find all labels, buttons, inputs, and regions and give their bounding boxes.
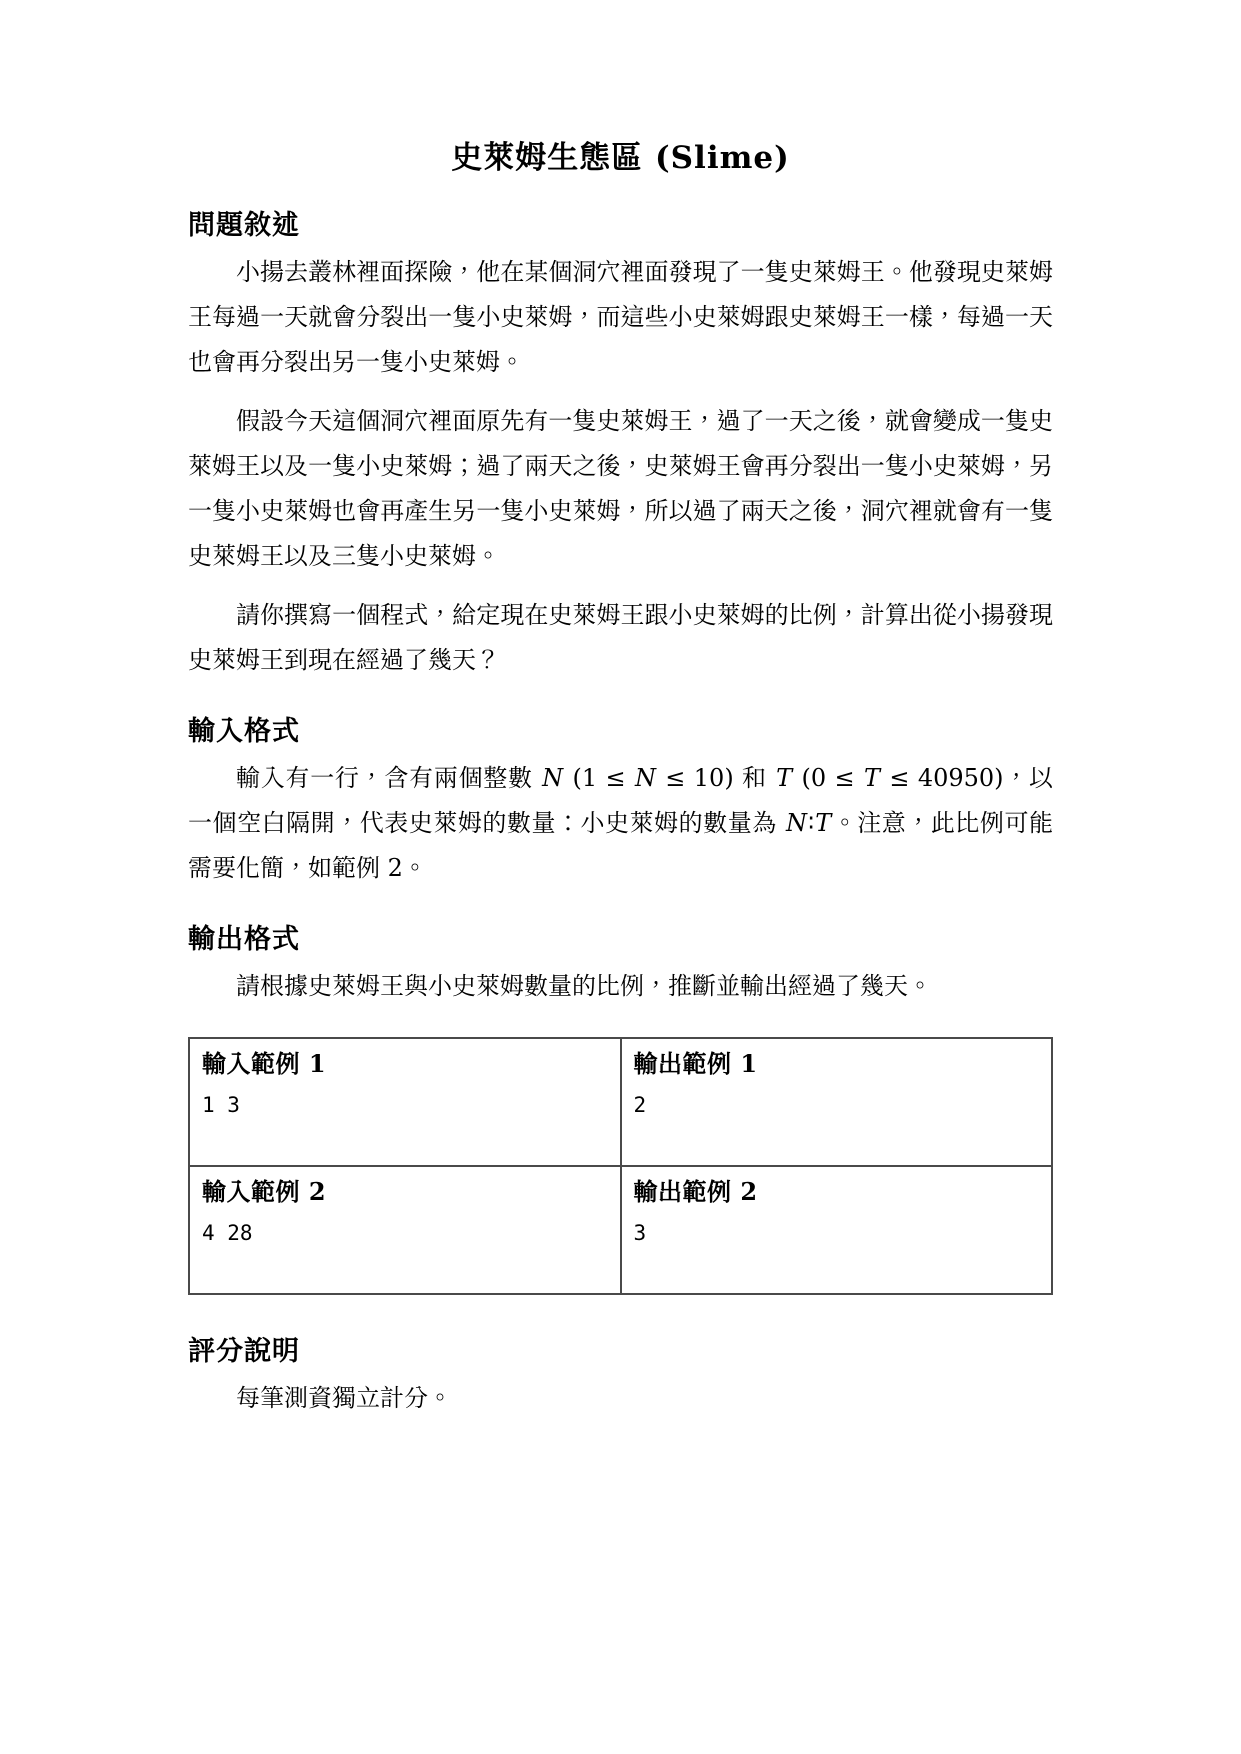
example-2-output-value: 3 <box>633 1221 647 1245</box>
example-1-input-value: 1 3 <box>202 1093 240 1117</box>
example-1-input-label: 輸入範例 1 <box>202 1049 327 1078</box>
input-format-heading: 輸入格式 <box>188 716 300 747</box>
section-scoring <box>188 1329 1053 1421</box>
output-format-heading: 輸出格式 <box>188 924 300 955</box>
example-2-input-label: 輸入範例 2 <box>202 1177 327 1206</box>
input-format-paragraph: 輸入有一行，含有兩個整數 N (1 ≤ N ≤ 10) 和 T (0 ≤ T ≤ 40950)，以一個空白隔開，代表史萊姆的數量：小史萊姆的數量為 N∶T。注意，此比例可能需要化簡，如範例 2。 <box>188 764 1054 882</box>
output-format-paragraph: 請根據史萊姆王與小史萊姆數量的比例，推斷並輸出經過了幾天。 <box>236 972 932 1000</box>
section-problem-statement <box>188 203 1053 683</box>
scoring-paragraph: 每筆測資獨立計分。 <box>236 1384 452 1412</box>
example-2-output-label: 輸出範例 2 <box>633 1177 758 1206</box>
example-1-input-cell <box>189 1038 621 1166</box>
page-title: 史萊姆生態區 (Slime) <box>451 140 790 176</box>
problem-paragraph-2: 假設今天這個洞穴裡面原先有一隻史萊姆王，過了一天之後，就會變成一隻史萊姆王以及一隻小史萊姆；過了兩天之後，史萊姆王會再分裂出一隻小史萊姆，另一隻小史萊姆也會再產生另一隻小史萊姆，所以過了兩天之後，洞穴裡就會有一隻史萊姆王以及三隻小史萊姆。 <box>188 407 1053 570</box>
scoring-heading: 評分說明 <box>188 1336 300 1367</box>
examples-row-1 <box>189 1038 1052 1166</box>
examples-table <box>188 1037 1053 1295</box>
problem-paragraph-3: 請你撰寫一個程式，給定現在史萊姆王跟小史萊姆的比例，計算出從小揚發現史萊姆王到現在經過了幾天？ <box>188 601 1053 674</box>
examples-row-2 <box>189 1166 1052 1294</box>
problem-paragraph-1: 小揚去叢林裡面探險，他在某個洞穴裡面發現了一隻史萊姆王。他發現史萊姆王每過一天就會分裂出一隻小史萊姆，而這些小史萊姆跟史萊姆王一樣，每過一天也會再分裂出另一隻小史萊姆。 <box>188 258 1053 376</box>
example-2-input-value: 4 28 <box>202 1221 253 1245</box>
example-1-output-label: 輸出範例 1 <box>633 1049 758 1078</box>
section-input-format <box>188 709 1053 891</box>
example-1-output-value: 2 <box>633 1093 647 1117</box>
problem-statement-heading: 問題敘述 <box>188 210 300 241</box>
section-output-format <box>188 917 1053 1009</box>
example-2-input-cell <box>189 1166 621 1294</box>
example-1-output-cell <box>621 1038 1053 1166</box>
example-2-output-cell <box>621 1166 1053 1294</box>
